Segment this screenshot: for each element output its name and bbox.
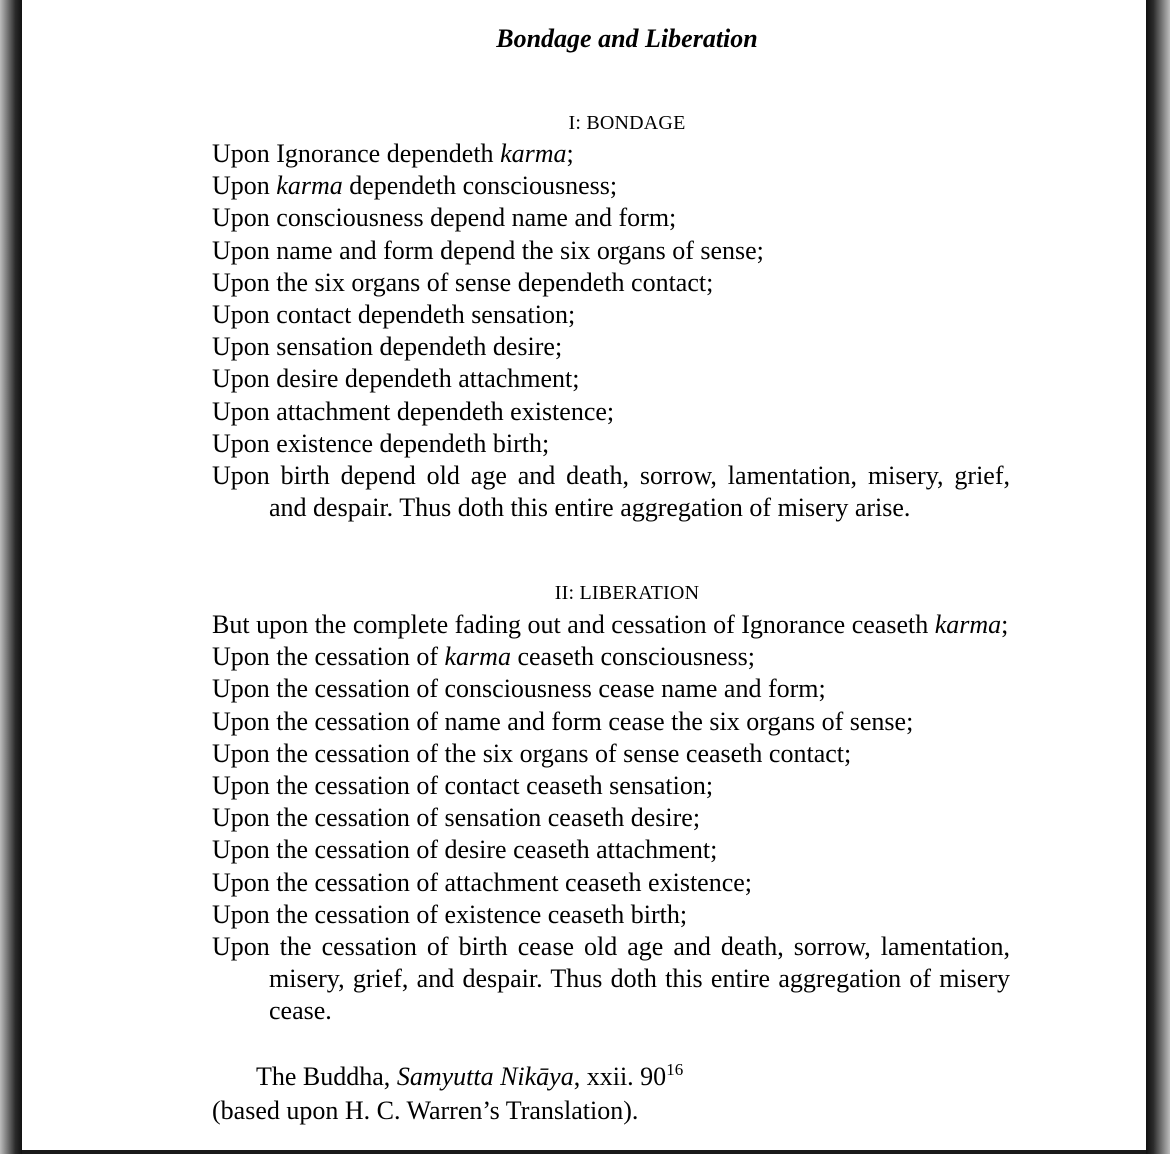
verse-line: Upon the cessation of consciousness cease name and form; <box>212 674 826 704</box>
citation-prefix: The Buddha, <box>256 1062 397 1091</box>
citation-ref: , xxii. 90 <box>573 1062 667 1091</box>
window-frame-right <box>1146 0 1170 1154</box>
page-bottom-edge <box>22 1150 1146 1154</box>
verse-line: Upon existence dependeth birth; <box>212 428 550 458</box>
citation-translation: (based upon H. C. Warren’s Translation). <box>212 1096 639 1125</box>
window-frame-left <box>0 0 22 1154</box>
verse-line: Upon Ignorance dependeth karma; <box>212 139 574 168</box>
verse-line: Upon attachment dependeth existence; <box>212 396 615 426</box>
italic-term: karma <box>934 610 1002 639</box>
verse-line: Upon karma dependeth consciousness; <box>212 171 618 201</box>
section-heading-bondage: I: BONDAGE <box>568 112 686 134</box>
page-title: Bondage and Liberation <box>496 24 758 53</box>
citation-work: Samyutta Nikāya <box>396 1062 574 1091</box>
document-page <box>22 0 1146 1150</box>
verse-line: Upon desire dependeth attachment; <box>212 364 580 394</box>
section-heading-liberation: II: LIBERATION <box>554 582 700 604</box>
verse-line: Upon birth depend old age and death, sorrow, lamentation, misery, grief, and despair. Thus doth this entire aggregation of misery arise. <box>212 461 1010 523</box>
verse-line: Upon contact dependeth sensation; <box>212 300 576 330</box>
footnote-marker: 16 <box>666 1060 684 1079</box>
verse-line: But upon the complete fading out and cessation of Ignorance ceaseth karma; <box>212 610 1009 639</box>
verse-line: Upon the cessation of attachment ceaseth existence; <box>212 867 753 897</box>
liberation-verse <box>212 609 1010 1028</box>
verse-line: Upon sensation dependeth desire; <box>212 332 563 362</box>
verse-line: Upon consciousness depend name and form; <box>212 203 677 233</box>
verse-line: Upon the cessation of contact ceaseth sensation; <box>212 771 714 801</box>
italic-term: karma <box>444 642 511 672</box>
citation-source <box>256 1061 683 1093</box>
verse-line: Upon the cessation of existence ceaseth birth; <box>212 899 688 929</box>
verse-line: Upon the cessation of name and form cease the six organs of sense; <box>212 706 914 736</box>
italic-term: karma <box>276 171 343 201</box>
verse-line: Upon the cessation of karma ceaseth consciousness; <box>212 642 755 672</box>
bondage-verse <box>212 138 1010 524</box>
verse-line: Upon the cessation of sensation ceaseth desire; <box>212 803 701 833</box>
verse-line: Upon the cessation of desire ceaseth attachment; <box>212 835 718 865</box>
verse-line: Upon name and form depend the six organs of sense; <box>212 235 764 265</box>
verse-line: Upon the cessation of birth cease old age and death, sorrow, lamentation, misery, grief, and despair. Thus doth this entire aggregation of misery cease. <box>212 932 1010 1026</box>
italic-term: karma <box>500 139 567 168</box>
verse-line: Upon the six organs of sense dependeth contact; <box>212 267 714 297</box>
verse-line: Upon the cessation of the six organs of sense ceaseth contact; <box>212 738 852 768</box>
